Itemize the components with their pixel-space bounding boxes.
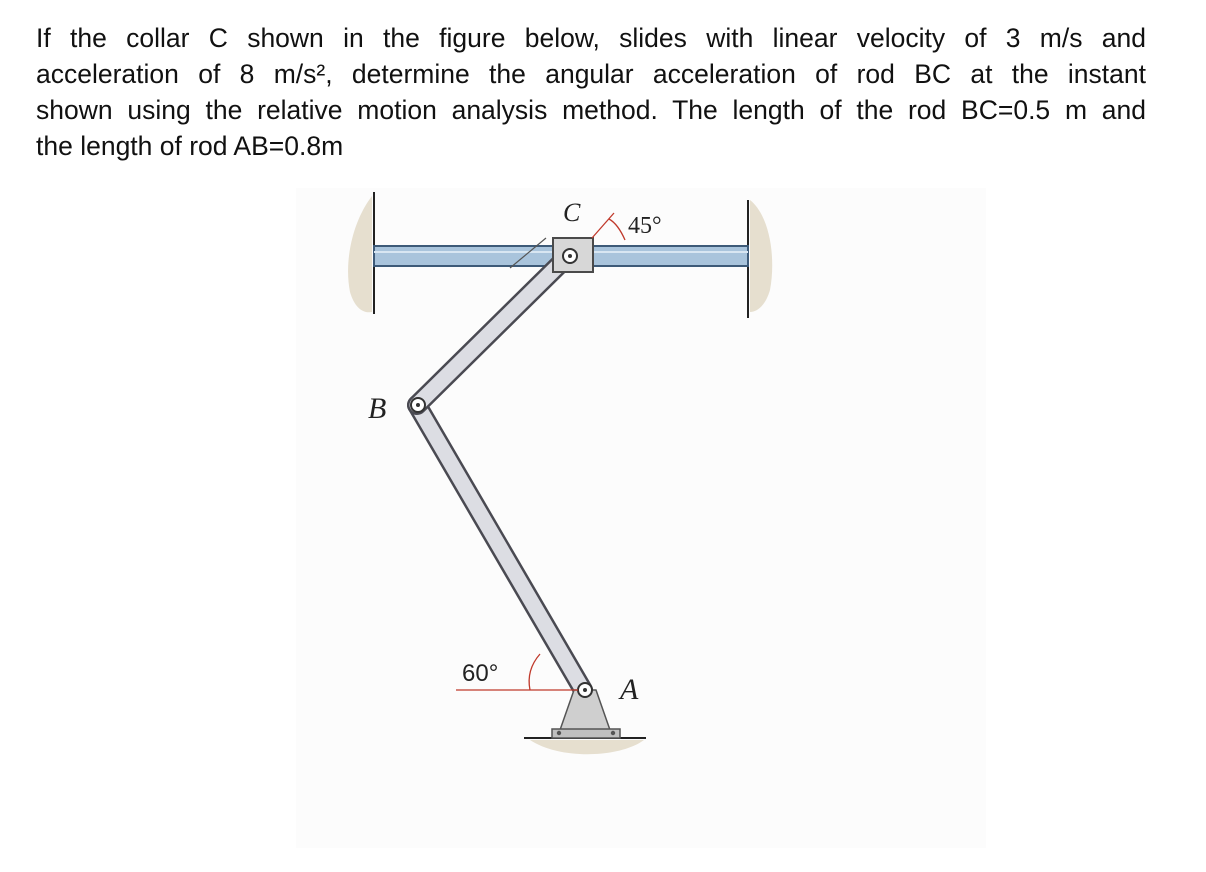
problem-line-3: shown using the relative motion analysis method. The length of the rod BC=0.5 m and	[36, 95, 1146, 125]
label-a: A	[620, 673, 639, 706]
problem-line-1: If the collar C shown in the figure below, slides with linear velocity of 3 m/s and	[36, 23, 1146, 53]
label-c: C	[563, 198, 581, 227]
label-b: B	[368, 392, 387, 425]
pin-c-center	[568, 254, 572, 258]
problem-line-2: acceleration of 8 m/s², determine the angular acceleration of rod BC at the instant	[36, 59, 1146, 89]
bolt-right-icon	[611, 731, 615, 735]
bolt-left-icon	[557, 731, 561, 735]
label-angle-60: 60°	[462, 660, 499, 687]
support-base-a	[552, 729, 620, 738]
problem-line-4: the length of rod AB=0.8m	[36, 131, 344, 161]
pin-b-center	[416, 403, 420, 407]
label-angle-45: 45°	[628, 213, 662, 239]
pin-a-center	[583, 688, 587, 692]
figure-background	[296, 188, 986, 848]
